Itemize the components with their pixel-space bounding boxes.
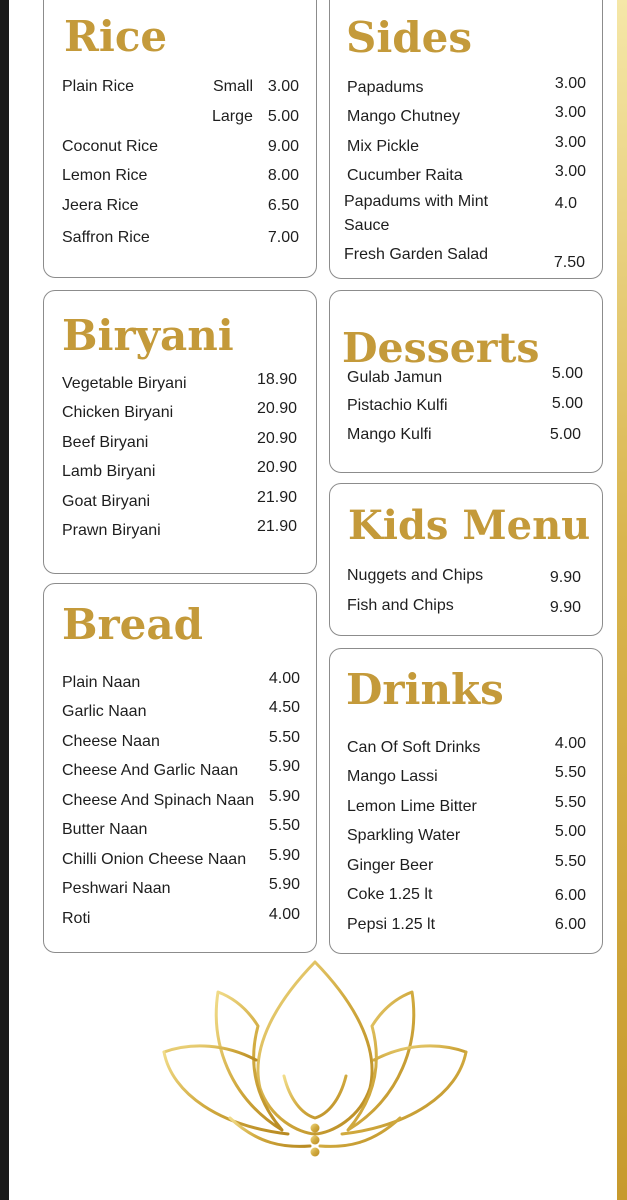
biryani-item-price: 20.90 (256, 459, 297, 476)
sides-item-name: Fresh Garden Salad (344, 246, 489, 263)
drinks-item-price: 5.50 (554, 853, 586, 870)
kids-menu-title: Kids Menu (348, 502, 591, 549)
bread-item-name: Peshwari Naan (62, 880, 171, 897)
drinks-item-price: 6.00 (554, 887, 586, 904)
bread-title: Bread (62, 600, 203, 649)
biryani-item-price: 20.90 (256, 430, 297, 447)
drinks-title: Drinks (346, 665, 504, 714)
sides-title: Sides (346, 13, 473, 62)
rice-item-price: 8.00 (267, 167, 299, 184)
rice-item-name: Saffron Rice (62, 229, 150, 246)
sides-card (329, 0, 603, 279)
kids-item-name: Fish and Chips (347, 597, 454, 614)
sides-item-price: 3.00 (554, 104, 586, 121)
biryani-item-name: Chicken Biryani (62, 404, 174, 421)
biryani-card (43, 290, 317, 574)
rice-size-large: Large (212, 108, 253, 125)
biryani-item-name: Lamb Biryani (62, 463, 156, 480)
drinks-item-price: 4.00 (554, 735, 586, 752)
drinks-item-name: Can Of Soft Drinks (347, 739, 481, 756)
kids-menu-card (329, 483, 603, 636)
drinks-item-price: 6.00 (554, 916, 586, 933)
sides-item-name: Cucumber Raita (347, 167, 463, 184)
sides-item-name: Mango Chutney (347, 108, 460, 125)
sides-item-name: Papadums (347, 79, 424, 96)
bread-item-price: 5.90 (268, 788, 300, 805)
biryani-item-name: Vegetable Biryani (62, 375, 187, 392)
drinks-item-name: Lemon Lime Bitter (347, 798, 477, 815)
rice-item-name: Plain Rice (62, 78, 135, 95)
desserts-item-name: Pistachio Kulfi (347, 397, 448, 414)
bread-item-name: Cheese And Spinach Naan (62, 792, 255, 809)
kids-item-price: 9.90 (549, 599, 581, 616)
biryani-item-name: Beef Biryani (62, 434, 149, 451)
sides-item-price: 3.00 (554, 134, 586, 151)
biryani-item-price: 21.90 (256, 518, 297, 535)
bread-item-name: Garlic Naan (62, 703, 147, 720)
right-gold-bar (617, 0, 627, 1200)
drinks-item-price: 5.00 (554, 823, 586, 840)
bread-item-price: 4.00 (268, 670, 300, 687)
biryani-item-price: 18.90 (256, 371, 297, 388)
kids-item-name: Nuggets and Chips (347, 567, 484, 584)
bread-item-name: Chilli Onion Cheese Naan (62, 851, 247, 868)
bread-item-name: Cheese Naan (62, 733, 160, 750)
bread-item-name: Cheese And Garlic Naan (62, 762, 239, 779)
left-border-bar (0, 0, 9, 1200)
rice-item-price: 9.00 (267, 138, 299, 155)
sides-item-name: Papadums with Mint Sauce (344, 193, 489, 234)
biryani-title: Biryani (62, 311, 234, 360)
biryani-item-price: 20.90 (256, 400, 297, 417)
sides-item-price: 4.0 (554, 195, 577, 212)
desserts-card (329, 290, 603, 473)
rice-price-small: 3.00 (267, 78, 299, 95)
desserts-item-price: 5.00 (551, 395, 583, 412)
desserts-item-name: Mango Kulfi (347, 426, 432, 443)
rice-item-price: 6.50 (267, 197, 299, 214)
desserts-item-price: 5.00 (549, 426, 581, 443)
bread-item-name: Butter Naan (62, 821, 148, 838)
desserts-item-price: 5.00 (551, 365, 583, 382)
rice-size-small: Small (213, 78, 254, 95)
bread-item-price: 5.50 (268, 817, 300, 834)
biryani-item-price: 21.90 (256, 489, 297, 506)
bread-item-price: 5.90 (268, 758, 300, 775)
rice-item-name: Lemon Rice (62, 167, 148, 184)
drinks-item-price: 5.50 (554, 764, 586, 781)
drinks-item-price: 5.50 (554, 794, 586, 811)
drinks-item-name: Sparkling Water (347, 827, 461, 844)
rice-card (43, 0, 317, 278)
sides-item-price: 3.00 (554, 75, 586, 92)
bread-item-price: 5.90 (268, 847, 300, 864)
bread-item-price: 4.00 (268, 906, 300, 923)
bread-item-price: 5.50 (268, 729, 300, 746)
rice-price-large: 5.00 (267, 108, 299, 125)
bread-card (43, 583, 317, 953)
biryani-item-name: Goat Biryani (62, 493, 151, 510)
rice-item-price: 7.00 (267, 229, 299, 246)
bread-item-price: 5.90 (268, 876, 300, 893)
drinks-card (329, 648, 603, 954)
drinks-item-name: Mango Lassi (347, 768, 438, 785)
biryani-item-name: Prawn Biryani (62, 522, 161, 539)
rice-item-name: Jeera Rice (62, 197, 139, 214)
sides-item-name: Mix Pickle (347, 138, 420, 155)
rice-item-name: Coconut Rice (62, 138, 159, 155)
drinks-item-name: Coke 1.25 lt (347, 886, 433, 903)
sides-item-price: 3.00 (554, 163, 586, 180)
bread-item-name: Roti (62, 910, 91, 927)
rice-title: Rice (64, 12, 168, 61)
drinks-item-name: Ginger Beer (347, 857, 434, 874)
bread-item-name: Plain Naan (62, 674, 141, 691)
drinks-item-name: Pepsi 1.25 lt (347, 916, 436, 933)
desserts-item-name: Gulab Jamun (347, 369, 443, 386)
lotus-logo-icon (160, 958, 470, 1163)
bread-item-price: 4.50 (268, 699, 300, 716)
desserts-title: Desserts (342, 324, 540, 372)
kids-item-price: 9.90 (549, 569, 581, 586)
sides-item-price: 7.50 (553, 254, 585, 271)
